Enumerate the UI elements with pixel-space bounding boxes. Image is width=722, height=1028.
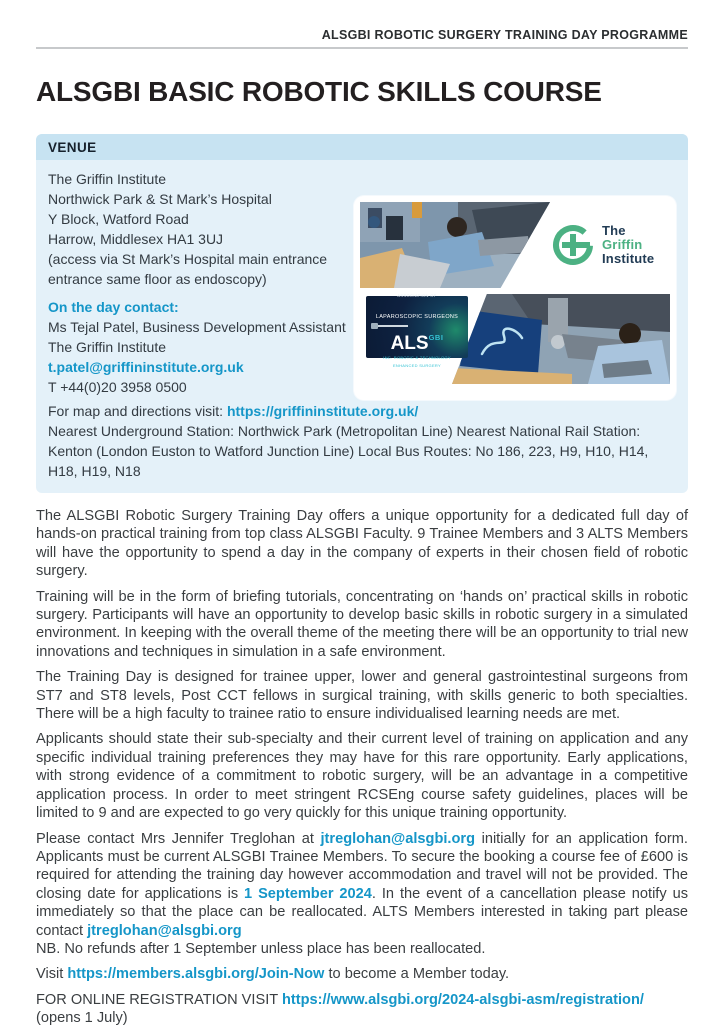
venue-section xyxy=(36,134,688,493)
transport-info: Nearest Underground Station: Northwick Park (Metropolitan Line) Nearest National Rail Station: Kenton (London Euston to Watford Junction Line) Local Bus Routes: No 186, 223, H9, H10, H14, H18, H19, N18 xyxy=(48,423,649,479)
griffin-text-the: The xyxy=(602,223,626,238)
registration-text: FOR ONLINE REGISTRATION VISIT xyxy=(36,991,282,1008)
booking-text-3: . In the event of a cancellation please notify us immediately so that the place can be reallocated. ALTS Members interested in taking part please contact xyxy=(36,885,688,939)
paragraph-audience: The Training Day is designed for trainee upper, lower and general gastrointestinal surgeons from ST7 and ST8 levels, Post CCT fellows in surgical training, with skills generic to both specialties. There will be a high faculty to trainee ratio to ensure individualised learning needs are met. xyxy=(36,669,688,723)
nb-note: NB. No refunds after 1 September unless place has been reallocated. xyxy=(36,940,486,957)
contact-name: Ms Tejal Patel, Business Development Assistant xyxy=(48,319,346,335)
contact-org: The Griffin Institute xyxy=(48,339,167,355)
paragraph-booking xyxy=(36,830,688,959)
address-line-4: Harrow, Middlesex HA1 3UJ xyxy=(48,231,224,247)
robotic-console-illustration xyxy=(452,294,670,384)
address-line-5: (access via St Mark’s Hospital main entrance xyxy=(48,251,328,267)
booking-text-1: Please contact Mrs Jennifer Treglohan at xyxy=(36,830,321,847)
griffin-text-griffin: Griffin xyxy=(602,237,643,252)
paragraph-membership xyxy=(36,965,688,983)
als-logo-association-of: ASSOCIATION OF xyxy=(397,293,437,298)
griffin-text-institute: Institute xyxy=(602,251,655,266)
address-line-6: entrance same floor as endoscopy) xyxy=(48,271,267,287)
address-line-1: The Griffin Institute xyxy=(48,171,167,187)
als-logo-tagline-1: INC. ROBOTIC & TECHNOLOGY xyxy=(383,355,451,360)
operating-theatre-photo xyxy=(360,202,550,288)
laparoscopic-instrument-icon xyxy=(374,325,408,327)
join-now-link[interactable]: https://members.alsgbi.org/Join-Now xyxy=(67,966,325,983)
registration-link[interactable]: https://www.alsgbi.org/2024-alsgbi-asm/registration/ xyxy=(281,991,644,1008)
als-logo-als: ALS xyxy=(390,333,429,354)
als-logo-tagline-2: ENHANCED SURGERY xyxy=(392,362,442,368)
closing-date: 1 September 2024 xyxy=(244,885,372,902)
robotic-console-photo xyxy=(452,294,670,384)
paragraph-overview: The ALSGBI Robotic Surgery Training Day offers a unique opportunity for a dedicated full day of hands-on practical training from top class ALSGBI Faculty. 9 Trainee Members and 3 ALTS Members will have the opportunity to spend a day in the company of experts in their chosen field of robotic surgery. xyxy=(36,508,688,580)
griffin-website-link[interactable]: https://griffininstitute.org.uk/ xyxy=(226,403,419,419)
contact-phone: T +44(0)20 3958 0500 xyxy=(48,379,187,395)
address-line-2: Northwick Park & St Mark’s Hospital xyxy=(48,191,272,207)
als-logo-wordmark xyxy=(366,328,468,353)
paragraph-registration xyxy=(36,991,688,1028)
header-rule xyxy=(36,47,688,49)
page-title: ALSGBI BASIC ROBOTIC SKILLS COURSE xyxy=(36,76,602,107)
booking-text-2: initially for an application form. Applicants must be current ALSGBI Trainee Members. To secure the booking a course fee of £600 is required for attending the training day however accommodation and travel will not be provided. The closing date for applications is xyxy=(36,830,688,902)
membership-text-1: Visit xyxy=(36,966,68,983)
venue-body xyxy=(36,160,688,399)
contact-heading: On the day contact: xyxy=(48,299,179,315)
griffin-logo-text xyxy=(602,224,654,266)
page-kicker: ALSGBI ROBOTIC SURGERY TRAINING DAY PROGRAMME xyxy=(321,28,688,42)
paragraph-training-format: Training will be in the form of briefing tutorials, concentrating on ‘hands on’ practical skills in robotic surgery. Participants will have an opportunity to develop basic skills in robotic surgery in a simulated environment. In keeping with the overall theme of the meeting there will be an opportunity to trial new innovations and techniques in simulation in a safe environment. xyxy=(36,588,688,660)
map-directions xyxy=(36,399,688,481)
operating-theatre-illustration xyxy=(360,202,550,288)
alsgbi-logo xyxy=(366,293,468,368)
venue-details xyxy=(48,169,363,397)
als-logo-gbi: GBI xyxy=(428,333,444,342)
contact-email-link[interactable]: t.patel@griffininstitute.org.uk xyxy=(48,359,244,375)
venue-section-header: VENUE xyxy=(36,134,688,160)
photo-collage xyxy=(354,196,676,400)
programme-description xyxy=(36,507,688,1028)
map-prefix: For map and directions visit: xyxy=(48,403,227,419)
paragraph-application: Applicants should state their sub-specialty and their current level of training on application and any specific individual training preferences they may have for this rare opportunity. Early applications, with strong evidence of a commitment to robotic surgery, will be an advantage in a competitive application process. In order to meet stringent RCSEng course safety guidelines, places will be limited to 9 and are expected to go very quickly for this unique training opportunity. xyxy=(36,731,688,822)
registration-opens: (opens 1 July) xyxy=(36,1010,128,1027)
als-logo-laparoscopic-surgeons: LAPAROSCOPIC SURGEONS xyxy=(375,314,459,320)
griffin-g-cross-icon xyxy=(550,222,596,268)
treglohan-email-link-2[interactable]: jtreglohan@alsgbi.org xyxy=(87,922,242,939)
membership-text-2: to become a Member today. xyxy=(324,966,510,983)
treglohan-email-link-1[interactable]: jtreglohan@alsgbi.org xyxy=(320,830,475,847)
address-line-3: Y Block, Watford Road xyxy=(48,211,189,227)
griffin-institute-logo xyxy=(550,212,672,278)
